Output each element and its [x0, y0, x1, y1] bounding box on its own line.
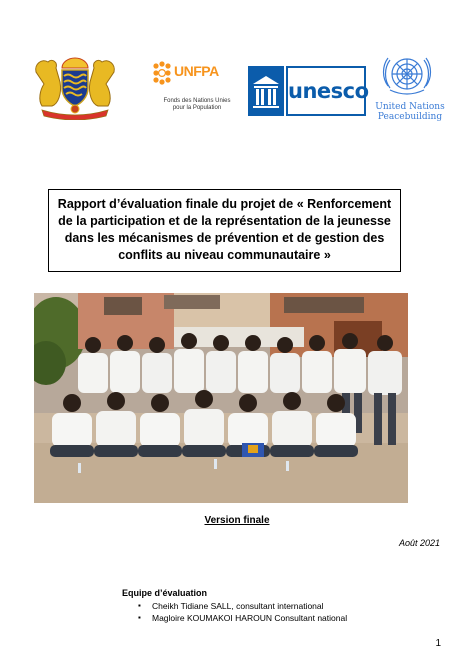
unfpa-wordmark: UNFPA [174, 63, 219, 79]
team-list [138, 600, 347, 624]
page-number: 1 [435, 638, 441, 649]
unfpa-caption: Fonds des Nations Unies pour la Population [163, 98, 231, 111]
unesco-logo [248, 66, 369, 116]
team-label: Equipe d’évaluation [122, 588, 208, 598]
logo-row [30, 48, 444, 128]
report-title-box [48, 189, 401, 272]
unesco-temple-icon [248, 66, 284, 116]
group-photo [34, 293, 408, 503]
list-item: ▪ Cheikh Tidiane SALL, consultant international [138, 600, 347, 612]
un-peacebuilding-line1: United Nations [375, 102, 445, 112]
chad-coat-of-arms-logo [32, 54, 118, 120]
unfpa-logo [152, 60, 231, 118]
report-title: Rapport d’évaluation finale du projet de « Renforcement de la participation et de la représentation de la jeunesse dans les mécanismes de prévention et de gestion des conflits au niveau communautaire » [57, 197, 392, 262]
report-date: Août 2021 [398, 538, 440, 548]
list-item: ▪ Magloire KOUMAKOI HAROUN Consultant national [138, 612, 347, 624]
unesco-wordmark: unesco [286, 66, 366, 116]
un-peacebuilding-logo [370, 52, 446, 122]
un-peacebuilding-line2: Peacebuilding [377, 112, 443, 122]
group-photo-image [34, 293, 408, 503]
un-emblem-icon [378, 52, 436, 100]
version-label: Version finale [204, 515, 270, 526]
